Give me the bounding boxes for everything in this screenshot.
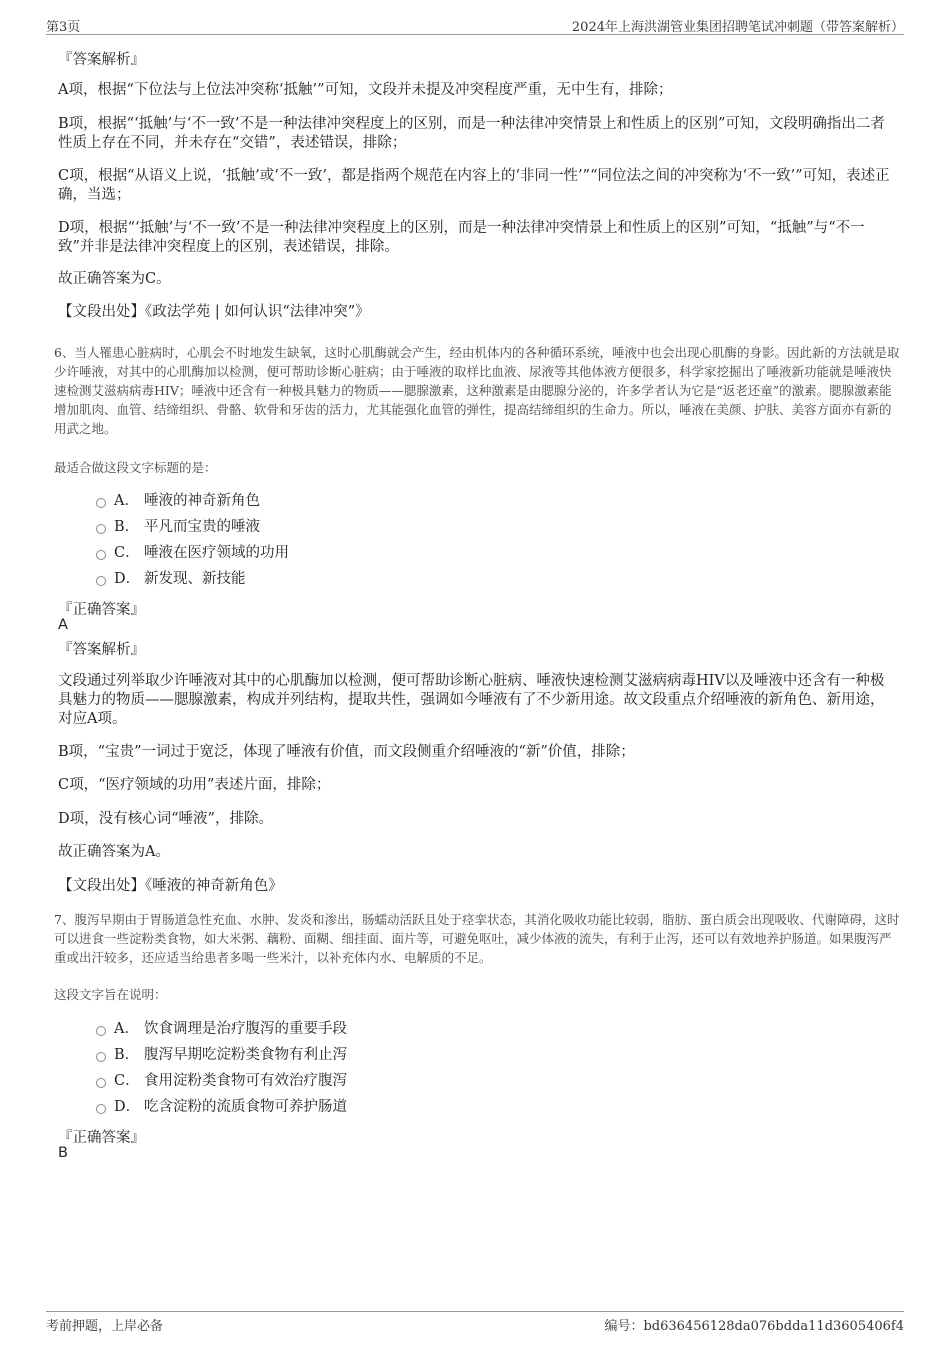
q5-analysis-para-b: B项，根据“‘抵触’与‘不一致’不是一种法律冲突程度上的区别，而是一种法律冲突情景上和性质上的区别”可知，文段明确指出二者性质上存在不同，并未存在“交错”，表述错误，排除； [58, 116, 885, 151]
q7-option-b[interactable]: B． 腹泻早期吃淀粉类食物有利止泻 [96, 1045, 347, 1065]
radio-icon[interactable] [96, 1078, 106, 1088]
q6-correct-label: 『正确答案』 [58, 602, 145, 618]
q7-option-a[interactable]: A． 饮食调理是治疗腹泻的重要手段 [96, 1019, 347, 1039]
q5-analysis-para-a: A项，根据“下位法与上位法冲突称‘抵触’”可知，文段并未提及冲突程度严重，无中生有，排除； [58, 82, 673, 98]
q6-analysis-label: 『答案解析』 [58, 642, 145, 658]
q6-analysis-c: C项，“医疗领域的功用”表述片面，排除； [58, 777, 331, 793]
footer-slogan: 考前押题，上岸必备 [46, 1319, 164, 1334]
radio-icon[interactable] [96, 524, 106, 534]
page-number: 第3页 [46, 20, 81, 35]
q6-option-a[interactable]: A． 唾液的神奇新角色 [96, 491, 260, 511]
q6-option-b[interactable]: B． 平凡而宝贵的唾液 [96, 517, 260, 537]
q7-option-c[interactable]: C． 食用淀粉类食物可有效治疗腹泻 [96, 1071, 347, 1091]
q5-conclusion: 故正确答案为C。 [58, 271, 171, 287]
q6-option-c[interactable]: C． 唾液在医疗领域的功用 [96, 543, 289, 563]
radio-icon[interactable] [96, 1026, 106, 1036]
q7-option-d[interactable]: D． 吃含淀粉的流质食物可养护肠道 [96, 1097, 347, 1117]
q5-source: 【文段出处】《政法学苑 | 如何认识“法律冲突”》 [58, 304, 370, 320]
radio-icon[interactable] [96, 576, 106, 586]
document-title: 2024年上海洪湖管业集团招聘笔试冲刺题（带答案解析） [571, 20, 904, 35]
q5-analysis-para-d: D项，根据“‘抵触’与‘不一致’不是一种法律冲突程度上的区别，而是一种法律冲突情景上和性质上的区别”可知，“抵触”与“不一致”并非是法律冲突程度上的区别，表述错误，排除。 [58, 220, 865, 255]
q5-analysis-label: 『答案解析』 [58, 52, 145, 68]
radio-icon[interactable] [96, 1052, 106, 1062]
q7-correct-answer: B [58, 1145, 68, 1161]
radio-icon[interactable] [96, 498, 106, 508]
q6-correct-answer: A [58, 617, 68, 633]
q6-passage: 6、当人罹患心脏病时，心肌会不时地发生缺氧，这时心肌酶就会产生，经由机体内的各种循环系统，唾液中也会出现心肌酶的身影。因此新的方法就是取少许唾液，对其中的心肌酶加以检测，便可帮助诊断心脏病；由于唾液的取样比血液、尿液等其他体液方便很多，科学家挖掘出了唾液新功能就是唾液快速检测艾滋病病毒HIV；唾液中还含有一种极具魅力的物质——腮腺激素，这种激素是由腮腺分泌的，许多学者认为它是“返老还童”的激素。腮腺激素能增加肌肉、血管、结缔组织、骨骼、软骨和牙齿的活力，尤其能强化血管的弹性，提高结缔组织的生命力。所以，唾液在美颜、护肤、美容方面亦有新的用武之地。 [54, 345, 900, 436]
q6-stem: 最适合做这段文字标题的是： [54, 460, 217, 475]
document-code: 编号：bd636456128da076bdda11d3605406f4 [604, 1319, 904, 1334]
radio-icon[interactable] [96, 1104, 106, 1114]
radio-icon[interactable] [96, 550, 106, 560]
page-header [46, 14, 904, 35]
q7-correct-label: 『正确答案』 [58, 1130, 145, 1146]
q7-passage: 7、腹泻早期由于胃肠道急性充血、水肿、发炎和渗出，肠蠕动活跃且处于痉挛状态，其消化吸收功能比较弱，脂肪、蛋白质会出现吸收、代谢障碍，这时可以进食一些淀粉类食物，如大米粥、藕粉、面糊、细挂面、面片等，可避免呕吐，减少体液的流失，有利于止泻，还可以有效地养护肠道。如果腹泻严重或出汗较多，还应适当给患者多喝一些米汁，以补充体内水、电解质的不足。 [54, 912, 900, 965]
page-footer [46, 1311, 904, 1334]
q5-analysis-para-c: C项，根据“从语义上说，‘抵触’或‘不一致’，都是指两个规范在内容上的‘非同一性’”“同位法之间的冲突称为‘不一致’”可知，表述正确，当选； [58, 168, 890, 203]
q6-analysis-b: B项，“宝贵”一词过于宽泛，体现了唾液有价值，而文段侧重介绍唾液的“新”价值，排除； [58, 744, 635, 760]
q6-analysis-d: D项，没有核心词“唾液”，排除。 [58, 811, 273, 827]
q7-stem: 这段文字旨在说明： [54, 987, 167, 1002]
q6-analysis-main: 文段通过列举取少许唾液对其中的心肌酶加以检测，便可帮助诊断心脏病、唾液快速检测艾滋病病毒HIV以及唾液中还含有一种极具魅力的物质——腮腺激素，构成并列结构，提取共性，强调如今唾液有了不少新用途。故文段重点介绍唾液的新角色、新用途，对应A项。 [58, 673, 885, 727]
q6-source: 【文段出处】《唾液的神奇新角色》 [58, 878, 283, 894]
q6-conclusion: 故正确答案为A。 [58, 844, 170, 860]
q6-option-d[interactable]: D． 新发现、新技能 [96, 569, 246, 589]
